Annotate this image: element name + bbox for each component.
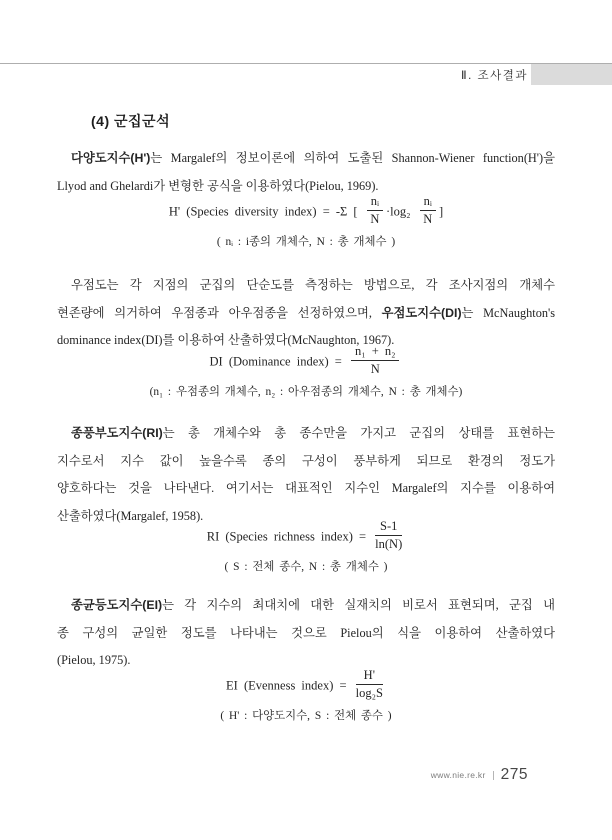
formula-species-richness <box>57 521 555 575</box>
text-line <box>57 620 555 648</box>
page-number: 275 <box>500 766 528 783</box>
paragraph-richness <box>57 420 555 530</box>
text-segment: (Pielou, 1975). <box>57 653 131 667</box>
text-segment: 는 Margalef의 정보이론에 의하여 도출된 Shannon-Wiener function(H')을 <box>150 151 555 165</box>
header-tab-marker <box>531 64 612 85</box>
formula-legend: ( nᵢ : i종의 개체수, N : 총 개체수 ) <box>216 236 396 248</box>
footer-divider <box>493 771 494 780</box>
fraction <box>351 344 400 377</box>
fraction <box>420 194 436 227</box>
text-segment: 는 McNaughton's <box>461 305 555 320</box>
formula-legend: ( H' : 다양도지수, S : 전체 종수 ) <box>220 710 392 722</box>
text-segment: Llyod and Ghelardi가 변형한 공식을 이용하였다(Pielou, 1969). <box>57 178 379 193</box>
text-segment: 종 구성의 균일한 정도를 나타내는 것으로 Pielou의 식을 이용하여 산출하였다 <box>57 625 555 640</box>
text-line <box>57 475 555 503</box>
text-segment: 지수로서 지수 값이 높을수록 종의 구성이 풍부하게 되므로 환경의 정도가 <box>57 453 555 468</box>
formula-expression <box>57 196 555 229</box>
formula-species-diversity <box>57 196 555 250</box>
text-line <box>57 592 555 620</box>
text-segment: 우점도는 각 지점의 군집의 단순도를 측정하는 방법으로, 각 조사지점의 개체수 <box>71 278 555 292</box>
page-footer <box>431 766 528 784</box>
formula-text: ] <box>438 204 444 219</box>
text-segment: 는 각 지수의 최대치에 대한 실재치의 비로서 표현되며, 군집 내 <box>162 598 555 612</box>
text-line <box>57 448 555 476</box>
formula-text: RI (Species richness index) = <box>206 529 373 544</box>
fraction <box>356 668 383 701</box>
formula-evenness <box>57 670 555 724</box>
text-line <box>57 272 555 300</box>
fraction-numerator: H' <box>356 668 383 685</box>
fraction-denominator: ln(N) <box>375 537 403 551</box>
fraction-denominator: log₂S <box>355 686 383 700</box>
paragraph-diversity <box>57 145 555 200</box>
text-line <box>57 145 555 173</box>
fraction-numerator: nᵢ <box>420 194 436 211</box>
formula-legend: (n₁ : 우점종의 개체수, n₂ : 아우점종의 개체수, N : 총 개체수) <box>149 386 463 398</box>
fraction-numerator: S-1 <box>375 519 402 536</box>
formula-text: H' (Species diversity index) = -Σ [ <box>168 204 364 219</box>
text-segment: 산출하였다(Margalef, 1958). <box>57 508 204 523</box>
text-segment: 는 총 개체수와 총 종수만을 가지고 군집의 상태를 표현하는 <box>162 426 555 440</box>
term-bold: 종균등도지수(EI) <box>71 598 163 612</box>
text-line <box>57 420 555 448</box>
text-segment: dominance index(DI)를 이용하여 산출하였다(McNaughton, 1967). <box>57 333 395 347</box>
fraction-numerator: nᵢ <box>367 194 383 211</box>
paragraph-dominance <box>57 272 555 355</box>
header-divider <box>0 63 612 64</box>
fraction-denominator: N <box>370 362 380 376</box>
formula-expression <box>57 670 555 703</box>
formula-expression <box>57 346 555 379</box>
fraction <box>375 519 402 552</box>
section-breadcrumb: Ⅱ. 조사결과 <box>461 70 528 82</box>
formula-text: ·log₂ <box>386 204 417 219</box>
formula-text: EI (Evenness index) = <box>226 678 353 693</box>
term-bold: 다양도지수(H') <box>71 151 151 165</box>
fraction-denominator: N <box>370 212 380 226</box>
formula-dominance <box>57 346 555 400</box>
fraction <box>367 194 383 227</box>
fraction-denominator: N <box>423 212 433 226</box>
formula-expression <box>57 521 555 554</box>
paragraph-evenness <box>57 592 555 675</box>
term-bold: 우점도지수(DI) <box>381 305 462 320</box>
formula-legend: ( S : 전체 종수, N : 총 개체수 ) <box>224 561 388 573</box>
term-bold: 종풍부도지수(RI) <box>71 426 163 440</box>
site-url: www.nie.re.kr <box>430 770 486 780</box>
text-segment: 현존량에 의거하여 우점종과 아우점종을 선정하였으며, <box>57 305 382 320</box>
text-line <box>57 300 555 328</box>
section-title: (4) 군집군석 <box>91 113 171 129</box>
formula-text: DI (Dominance index) = <box>209 354 348 369</box>
fraction-numerator: n₁ + n₂ <box>351 344 400 361</box>
text-segment: 양호하다는 것을 나타낸다. 여기서는 대표적인 지수인 Margalef의 지수를 이용하여 <box>57 481 555 495</box>
